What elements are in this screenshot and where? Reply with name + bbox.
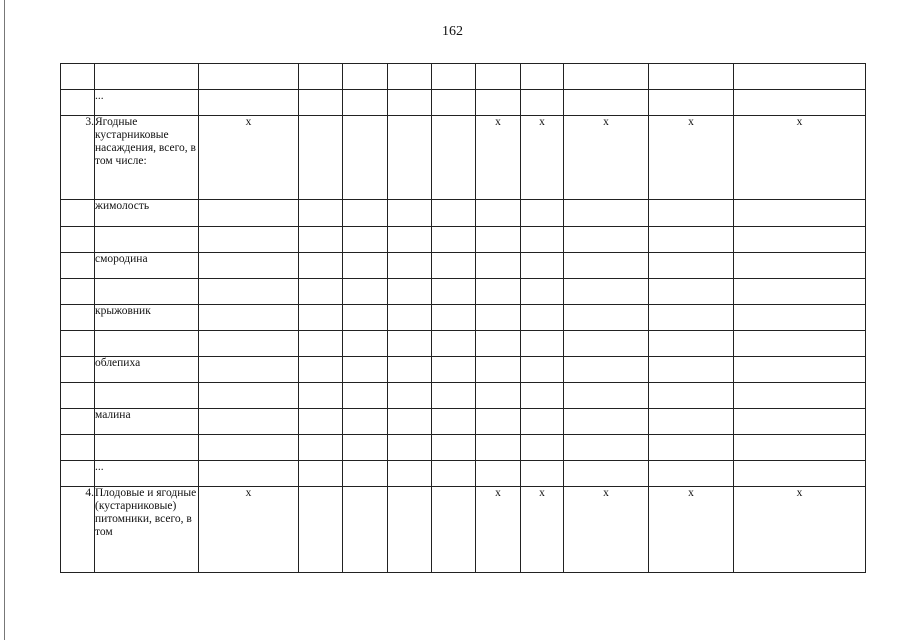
mark-cell — [343, 435, 388, 461]
row-name-cell: ... — [95, 461, 199, 487]
mark-cell — [199, 305, 299, 331]
mark-cell: х — [649, 116, 734, 200]
table-row — [61, 90, 866, 116]
mark-cell — [432, 279, 476, 305]
mark-cell — [734, 435, 866, 461]
mark-cell — [343, 64, 388, 90]
mark-cell — [432, 357, 476, 383]
table-row — [61, 64, 866, 90]
row-name-cell: ... — [95, 90, 199, 116]
row-name-cell: смородина — [95, 253, 199, 279]
mark-cell — [432, 487, 476, 573]
mark-cell — [343, 116, 388, 200]
mark-cell: х — [521, 487, 564, 573]
mark-cell: х — [476, 116, 521, 200]
mark-cell — [343, 90, 388, 116]
mark-cell — [649, 279, 734, 305]
mark-cell — [521, 461, 564, 487]
table-row — [61, 435, 866, 461]
mark-cell — [564, 331, 649, 357]
row-number-cell — [61, 64, 95, 90]
table-row — [61, 409, 866, 435]
mark-cell — [432, 116, 476, 200]
mark-cell — [564, 200, 649, 227]
mark-cell — [299, 227, 343, 253]
mark-cell — [199, 227, 299, 253]
mark-cell — [388, 279, 432, 305]
mark-cell — [388, 383, 432, 409]
mark-cell — [521, 227, 564, 253]
mark-cell — [521, 253, 564, 279]
mark-cell — [649, 409, 734, 435]
mark-cell — [199, 331, 299, 357]
row-number-cell: 3. — [61, 116, 95, 200]
mark-cell — [564, 253, 649, 279]
table-row — [61, 331, 866, 357]
mark-cell — [564, 90, 649, 116]
mark-cell — [734, 90, 866, 116]
row-number-cell — [61, 461, 95, 487]
mark-cell — [649, 64, 734, 90]
mark-cell — [299, 116, 343, 200]
mark-cell — [299, 331, 343, 357]
mark-cell — [649, 305, 734, 331]
mark-cell — [521, 305, 564, 331]
mark-cell — [432, 305, 476, 331]
table-row — [61, 253, 866, 279]
mark-cell — [343, 461, 388, 487]
mark-cell — [734, 461, 866, 487]
mark-cell — [564, 435, 649, 461]
row-name-cell — [95, 64, 199, 90]
mark-cell — [432, 435, 476, 461]
mark-cell — [299, 357, 343, 383]
mark-cell — [343, 487, 388, 573]
row-name-cell: крыжовник — [95, 305, 199, 331]
mark-cell — [299, 435, 343, 461]
mark-cell — [734, 357, 866, 383]
row-number-cell — [61, 305, 95, 331]
mark-cell — [199, 253, 299, 279]
mark-cell — [199, 409, 299, 435]
mark-cell — [649, 331, 734, 357]
mark-cell — [649, 227, 734, 253]
row-number-cell — [61, 409, 95, 435]
mark-cell — [388, 487, 432, 573]
mark-cell — [476, 331, 521, 357]
mark-cell — [388, 116, 432, 200]
table-row — [61, 383, 866, 409]
data-table — [60, 63, 866, 573]
row-name-cell — [95, 435, 199, 461]
mark-cell — [299, 64, 343, 90]
table-row — [61, 305, 866, 331]
mark-cell — [476, 64, 521, 90]
mark-cell — [734, 64, 866, 90]
mark-cell: х — [564, 487, 649, 573]
mark-cell — [299, 461, 343, 487]
mark-cell — [649, 461, 734, 487]
mark-cell — [343, 305, 388, 331]
mark-cell — [432, 200, 476, 227]
mark-cell — [476, 357, 521, 383]
mark-cell — [521, 409, 564, 435]
row-number-cell — [61, 90, 95, 116]
row-name-cell: Ягодные кустарниковые насаждения, всего, в том числе: — [95, 116, 199, 200]
row-number-cell — [61, 357, 95, 383]
mark-cell — [734, 279, 866, 305]
mark-cell — [388, 461, 432, 487]
mark-cell — [734, 253, 866, 279]
table-row — [61, 357, 866, 383]
mark-cell — [432, 90, 476, 116]
mark-cell — [199, 357, 299, 383]
mark-cell — [343, 253, 388, 279]
mark-cell — [343, 227, 388, 253]
mark-cell — [649, 357, 734, 383]
mark-cell — [432, 253, 476, 279]
mark-cell: х — [199, 487, 299, 573]
row-number-cell — [61, 200, 95, 227]
row-name-cell: облепиха — [95, 357, 199, 383]
table-row — [61, 461, 866, 487]
table-row — [61, 200, 866, 227]
mark-cell — [476, 305, 521, 331]
mark-cell — [564, 64, 649, 90]
mark-cell — [388, 357, 432, 383]
mark-cell — [432, 331, 476, 357]
mark-cell — [521, 200, 564, 227]
mark-cell — [388, 331, 432, 357]
mark-cell — [476, 279, 521, 305]
mark-cell — [432, 461, 476, 487]
mark-cell — [388, 64, 432, 90]
mark-cell — [388, 409, 432, 435]
row-name-cell — [95, 227, 199, 253]
mark-cell — [388, 90, 432, 116]
mark-cell — [564, 409, 649, 435]
mark-cell — [343, 331, 388, 357]
mark-cell — [521, 64, 564, 90]
mark-cell — [476, 461, 521, 487]
mark-cell — [521, 435, 564, 461]
table-row — [61, 279, 866, 305]
mark-cell — [299, 487, 343, 573]
mark-cell — [521, 90, 564, 116]
row-name-cell: малина — [95, 409, 199, 435]
mark-cell — [521, 383, 564, 409]
row-number-cell — [61, 253, 95, 279]
mark-cell — [199, 90, 299, 116]
mark-cell — [564, 279, 649, 305]
mark-cell — [343, 200, 388, 227]
row-number-cell — [61, 435, 95, 461]
page-number: 162 — [442, 24, 463, 39]
mark-cell — [649, 90, 734, 116]
mark-cell — [734, 331, 866, 357]
mark-cell — [388, 227, 432, 253]
mark-cell — [476, 383, 521, 409]
mark-cell — [521, 331, 564, 357]
row-name-cell — [95, 383, 199, 409]
mark-cell: х — [734, 487, 866, 573]
left-margin-rule — [4, 0, 5, 640]
mark-cell — [388, 305, 432, 331]
mark-cell — [521, 357, 564, 383]
row-name-cell: Плодовые и ягодные (кустарниковые) питомники, всего, в том — [95, 487, 199, 573]
mark-cell — [343, 409, 388, 435]
mark-cell — [476, 227, 521, 253]
mark-cell — [199, 461, 299, 487]
mark-cell — [299, 305, 343, 331]
row-number-cell — [61, 383, 95, 409]
mark-cell: х — [649, 487, 734, 573]
mark-cell — [388, 253, 432, 279]
mark-cell — [299, 253, 343, 279]
mark-cell — [199, 200, 299, 227]
mark-cell — [299, 90, 343, 116]
mark-cell — [734, 227, 866, 253]
mark-cell — [564, 305, 649, 331]
mark-cell: х — [564, 116, 649, 200]
mark-cell — [649, 200, 734, 227]
row-number-cell — [61, 331, 95, 357]
mark-cell — [564, 357, 649, 383]
mark-cell — [388, 200, 432, 227]
mark-cell — [199, 64, 299, 90]
mark-cell — [521, 279, 564, 305]
mark-cell: х — [734, 116, 866, 200]
mark-cell — [388, 435, 432, 461]
mark-cell — [564, 461, 649, 487]
mark-cell — [299, 200, 343, 227]
mark-cell: х — [476, 487, 521, 573]
row-name-cell — [95, 279, 199, 305]
mark-cell — [649, 253, 734, 279]
mark-cell — [649, 383, 734, 409]
mark-cell — [564, 383, 649, 409]
mark-cell — [343, 357, 388, 383]
mark-cell — [432, 409, 476, 435]
mark-cell — [564, 227, 649, 253]
mark-cell — [343, 383, 388, 409]
mark-cell — [199, 279, 299, 305]
mark-cell — [734, 200, 866, 227]
table-row — [61, 487, 866, 573]
mark-cell — [432, 383, 476, 409]
mark-cell — [734, 409, 866, 435]
mark-cell — [343, 279, 388, 305]
mark-cell: х — [521, 116, 564, 200]
table-row — [61, 116, 866, 200]
mark-cell — [299, 279, 343, 305]
mark-cell — [432, 227, 476, 253]
table-row — [61, 227, 866, 253]
mark-cell — [299, 383, 343, 409]
mark-cell — [432, 64, 476, 90]
row-number-cell — [61, 227, 95, 253]
mark-cell — [476, 90, 521, 116]
mark-cell: х — [199, 116, 299, 200]
row-number-cell: 4. — [61, 487, 95, 573]
row-number-cell — [61, 279, 95, 305]
mark-cell — [476, 200, 521, 227]
mark-cell — [734, 305, 866, 331]
mark-cell — [649, 435, 734, 461]
mark-cell — [476, 409, 521, 435]
mark-cell — [199, 383, 299, 409]
mark-cell — [476, 435, 521, 461]
mark-cell — [299, 409, 343, 435]
mark-cell — [734, 383, 866, 409]
row-name-cell: жимолость — [95, 200, 199, 227]
mark-cell — [476, 253, 521, 279]
row-name-cell — [95, 331, 199, 357]
mark-cell — [199, 435, 299, 461]
